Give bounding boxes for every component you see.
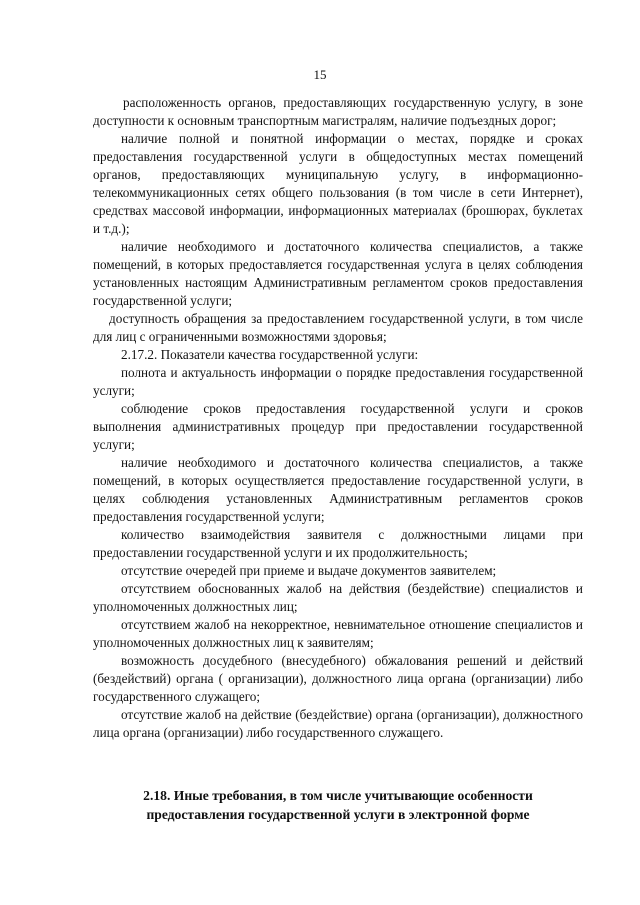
paragraph-specialists-premises: наличие необходимого и достаточного количества специалистов, а также помещений, в которых предоставляется государственная услуга в целях соблюдения установленных настоящим Административным регламентом сроков предоставления государственной услуги; — [93, 239, 583, 308]
paragraph-no-queues: отсутствие очередей при приеме и выдаче документов заявителем; — [121, 563, 497, 578]
paragraph-information-availability: наличие полной и понятной информации о местах, порядке и сроках предоставления государственной услуги в общедоступных местах помещений органов, предоставляющих муниципальную услугу, в информационно-телекоммуникационных сетях общего пользования (в том числе в сети Интернет), средствах массовой информации, информационных материалах (брошюрах, буклетах и т.д.); — [93, 131, 583, 236]
paragraph-access-limited-health: доступность обращения за предоставлением государственной услуги, в том числе для лиц с ограниченными возможностями здоровья; — [93, 311, 583, 344]
paragraph-specialists-sufficiency: наличие необходимого и достаточного количества специалистов, а также помещений, в которых осуществляется предоставление государственной услуги, в целях соблюдения установленных Административным регламентов сроков предоставления государственной услуги; — [93, 455, 583, 524]
paragraph-interaction-count: количество взаимодействия заявителя с должностными лицами при предоставлении государственной услуги и их продолжительность; — [93, 527, 583, 560]
page-number: 15 — [313, 67, 327, 82]
paragraph-no-incorrect-attitude: отсутствием жалоб на некорректное, невнимательное отношение специалистов и уполномоченных должностных лиц к заявителям; — [93, 617, 583, 650]
paragraph-pretrial-appeal: возможность досудебного (внесудебного) обжалования решений и действий (бездействий) органа ( организации), должностного лица органа (организации) либо государственного служащего; — [93, 653, 583, 704]
body-text — [93, 94, 583, 742]
paragraph-no-justified-complaints: отсутствием обоснованных жалоб на действия (бездействие) специалистов и уполномоченных должностных лиц; — [93, 581, 583, 614]
paragraph-quality-indicators-title: 2.17.2. Показатели качества государственной услуги: — [121, 347, 419, 362]
paragraph-information-completeness: полнота и актуальность информации о порядке предоставления государственной услуги; — [93, 365, 583, 398]
paragraph-deadlines-compliance: соблюдение сроков предоставления государственной услуги и сроков выполнения административных процедур при предоставлении государственной услуги; — [93, 401, 583, 452]
paragraph-no-complaints: отсутствие жалоб на действие (бездействие) органа (организации), должностного лица органа (организации) либо государственного служащего. — [93, 707, 583, 740]
section-heading: 2.18. Иные требования, в том числе учитывающие особенности предоставления государственной услуги в электронной форме — [143, 788, 533, 822]
paragraph-accessibility-location: расположенность органов, предоставляющих государственную услугу, в зоне доступности к основным транспортным магистралям, наличие подъездных дорог; — [93, 95, 583, 128]
